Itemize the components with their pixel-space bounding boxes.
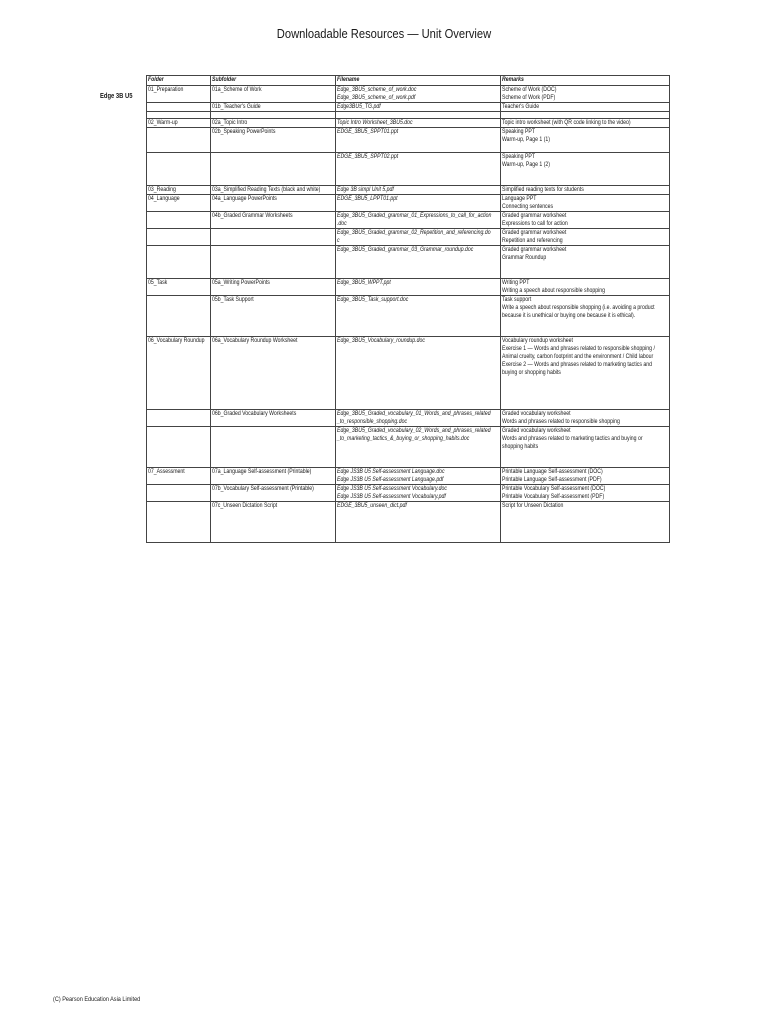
- filename-cell-line: [337, 459, 470, 467]
- document-title: Downloadable Resources — Unit Overview: [276, 26, 492, 41]
- remarks-cell-line: Script for Unseen Dictation: [502, 502, 564, 509]
- subfolder-cell-text: 02b_Speaking PowerPoints: [212, 128, 276, 135]
- filename-cell: [336, 427, 501, 468]
- folder-cell-text: [148, 153, 198, 161]
- remarks-cell-line: Task support: [502, 296, 532, 303]
- folder-cell-text: [148, 502, 198, 510]
- filename-cell-line: Edge_3BU5_scheme_of_work.pdf: [337, 94, 416, 101]
- filename-cell-line: [337, 136, 470, 144]
- remarks-cell: [501, 128, 670, 153]
- filename-cell: [336, 410, 501, 427]
- filename-cell-line: [337, 328, 470, 336]
- table-row: [147, 502, 670, 543]
- folder-cell: [147, 195, 211, 212]
- subfolder-cell-text: 03a_Simplified Reading Texts (black and white): [212, 186, 321, 193]
- remarks-cell: [501, 229, 670, 246]
- table-row: [147, 296, 670, 337]
- remarks-cell-line: [502, 262, 638, 270]
- remarks-cell-line: Graded vocabulary worksheet: [502, 427, 571, 434]
- subfolder-cell: [211, 410, 336, 427]
- subfolder-cell: [211, 468, 336, 485]
- folder-cell-text: [148, 128, 198, 136]
- remarks-cell: [501, 410, 670, 427]
- filename-cell-line: [337, 451, 470, 459]
- remarks-cell-line: [502, 377, 638, 385]
- remarks-cell-line: [502, 177, 638, 185]
- filename-cell-line: _to_responsible_shopping.doc: [337, 418, 408, 425]
- remarks-cell: [501, 119, 670, 128]
- remarks-cell-line: Speaking PPT: [502, 153, 536, 160]
- unit-label: Edge 3B U5: [100, 91, 133, 100]
- remarks-cell-line: Words and phrases related to marketing tactics and buying or: [502, 435, 643, 442]
- filename-cell-line: Edge_3BU5_WPPT.ppt: [337, 279, 391, 286]
- folder-cell: [147, 337, 211, 410]
- remarks-cell: [501, 468, 670, 485]
- header-filename: Filename: [336, 76, 501, 86]
- folder-cell-text: [148, 212, 198, 220]
- filename-cell: [336, 212, 501, 229]
- subfolder-cell: [211, 212, 336, 229]
- folder-cell-text: 04_Language: [148, 195, 180, 202]
- remarks-cell-line: shopping habits: [502, 443, 539, 450]
- remarks-cell: [501, 279, 670, 296]
- remarks-cell-line: [502, 518, 638, 526]
- remarks-cell-line: [502, 385, 638, 393]
- filename-cell-line: [337, 262, 470, 270]
- filename-cell: [336, 229, 501, 246]
- folder-cell-text: 02_Warm-up: [148, 119, 178, 126]
- remarks-cell-line: Vocabulary roundup worksheet: [502, 337, 573, 344]
- remarks-cell-line: [502, 526, 638, 534]
- remarks-cell: [501, 337, 670, 410]
- remarks-cell: [501, 153, 670, 186]
- filename-cell-line: EDGE_3BU5_SPPT02.ppt: [337, 153, 399, 160]
- filename-cell-line: [337, 270, 470, 278]
- remarks-cell-line: buying or shopping habits: [502, 369, 561, 376]
- filename-cell-line: [337, 361, 470, 369]
- remarks-cell: [501, 296, 670, 337]
- filename-cell-line: [337, 312, 470, 320]
- folder-cell: [147, 502, 211, 543]
- spacer-cell: [501, 112, 670, 119]
- remarks-cell-line: [502, 320, 638, 328]
- remarks-cell-line: Writing a speech about responsible shopping: [502, 287, 605, 294]
- filename-cell-line: [337, 443, 470, 451]
- table-row: [147, 119, 670, 128]
- table-row: [147, 195, 670, 212]
- folder-cell: [147, 468, 211, 485]
- table-row: [147, 468, 670, 485]
- filename-cell-line: EDGE_3BU5_LPPT01.ppt: [337, 195, 398, 202]
- folder-cell: [147, 119, 211, 128]
- subfolder-cell: [211, 485, 336, 502]
- filename-cell: [336, 296, 501, 337]
- folder-cell: [147, 410, 211, 427]
- spacer-cell: [147, 112, 211, 119]
- remarks-cell-line: Printable Language Self-assessment (DOC): [502, 468, 603, 475]
- table-row: [147, 246, 670, 279]
- subfolder-cell: [211, 153, 336, 186]
- subfolder-cell: [211, 119, 336, 128]
- filename-cell-line: Edge JS3B U5 Self-assessment Language.doc: [337, 468, 445, 475]
- header-subfolder: Subfolder: [211, 76, 336, 86]
- filename-cell: [336, 153, 501, 186]
- remarks-cell-line: Warm-up, Page 1 (2): [502, 161, 551, 168]
- subfolder-cell-text: 01a_Scheme of Work: [212, 86, 262, 93]
- remarks-cell-line: Repetition and referencing: [502, 237, 563, 244]
- filename-cell-line: [337, 518, 470, 526]
- filename-cell: [336, 195, 501, 212]
- filename-cell-line: Topic Intro Worksheet_3BU5.doc: [337, 119, 413, 126]
- remarks-cell-line: Graded vocabulary worksheet: [502, 410, 571, 417]
- filename-cell-line: _to_marketing_tactics_&_buying_or_shopping_habits.doc: [337, 435, 470, 442]
- filename-cell-line: [337, 377, 470, 385]
- remarks-cell-line: Words and phrases related to responsible shopping: [502, 418, 620, 425]
- subfolder-cell: [211, 296, 336, 337]
- filename-cell-line: [337, 169, 470, 177]
- filename-cell-line: [337, 526, 470, 534]
- folder-cell: [147, 246, 211, 279]
- folder-cell-text: 05_Task: [148, 279, 168, 286]
- remarks-cell-line: because it is unethical or buying one because it is ethical).: [502, 312, 636, 319]
- remarks-cell-line: Scheme of Work (PDF): [502, 94, 556, 101]
- spacer-cell: [336, 112, 501, 119]
- subfolder-cell-text: 02a_Topic Intro: [212, 119, 248, 126]
- remarks-cell-line: Animal cruelty, carbon footprint and the environment / Child labour: [502, 353, 654, 360]
- subfolder-cell: [211, 195, 336, 212]
- filename-cell-line: [337, 254, 470, 262]
- remarks-cell-line: Expressions to call for action: [502, 220, 568, 227]
- remarks-cell-line: Topic intro worksheet (with QR code linking to the video): [502, 119, 631, 126]
- remarks-cell-line: [502, 459, 638, 467]
- folder-cell-text: [148, 427, 198, 435]
- table-row: [147, 212, 670, 229]
- folder-cell: [147, 212, 211, 229]
- filename-cell-line: Edge_3BU5_Graded_vocabulary_01_Words_and_phrases_related: [337, 410, 491, 417]
- remarks-cell-line: [502, 401, 638, 409]
- filename-cell-line: Edge_3BU5_Task_support.doc: [337, 296, 409, 303]
- remarks-cell: [501, 212, 670, 229]
- folder-cell: [147, 186, 211, 195]
- folder-cell: [147, 86, 211, 103]
- folder-cell: [147, 485, 211, 502]
- filename-cell: [336, 119, 501, 128]
- subfolder-cell-text: 04a_Language PowerPoints: [212, 195, 277, 202]
- subfolder-cell-text: 06a_Vocabulary Roundup Worksheet: [212, 337, 298, 344]
- remarks-cell-line: Graded grammar worksheet: [502, 246, 567, 253]
- filename-cell-line: .doc: [337, 220, 347, 227]
- filename-cell: [336, 246, 501, 279]
- filename-cell: [336, 128, 501, 153]
- filename-cell-line: c: [337, 237, 340, 244]
- filename-cell-line: Edge_3BU5_Vocabulary_roundup.doc: [337, 337, 425, 344]
- subfolder-cell-text: 05b_Task Support: [212, 296, 254, 303]
- subfolder-cell-text: [212, 153, 312, 161]
- remarks-cell: [501, 86, 670, 103]
- subfolder-cell-text: 07c_Unseen Dictation Script: [212, 502, 278, 509]
- remarks-cell-line: Printable Vocabulary Self-assessment (DOC): [502, 485, 606, 492]
- remarks-cell-line: [502, 169, 638, 177]
- folder-cell-text: 03_Reading: [148, 186, 176, 193]
- filename-cell-line: Edge JS3B U5 Self-assessment Language.pdf: [337, 476, 444, 483]
- filename-cell-line: [337, 369, 470, 377]
- filename-cell-line: [337, 345, 470, 353]
- filename-cell-line: Edge_3BU5_Graded_grammar_01_Expressions_to_call_for_action: [337, 212, 492, 219]
- folder-cell-text: [148, 103, 198, 111]
- remarks-cell-line: [502, 451, 638, 459]
- remarks-cell-line: Write a speech about responsible shopping (i.e. avoiding a product: [502, 304, 655, 311]
- subfolder-cell-text: 01b_Teacher's Guide: [212, 103, 261, 110]
- header-folder: Folder: [147, 76, 211, 86]
- table-row: [147, 337, 670, 410]
- subfolder-cell-text: 07a_Language Self-assessment (Printable): [212, 468, 312, 475]
- filename-cell-line: [337, 353, 470, 361]
- filename-cell-line: Edge3BU5_TG.pdf: [337, 103, 381, 110]
- subfolder-cell: [211, 86, 336, 103]
- filename-cell-line: [337, 393, 470, 401]
- table-row: [147, 186, 670, 195]
- subfolder-cell-text: 05a_Writing PowerPoints: [212, 279, 270, 286]
- folder-cell: [147, 427, 211, 468]
- filename-cell: [336, 337, 501, 410]
- filename-cell-line: [337, 304, 470, 312]
- remarks-cell: [501, 186, 670, 195]
- filename-cell-line: EDGE_3BU5_SPPT01.ppt: [337, 128, 399, 135]
- remarks-cell-line: [502, 328, 638, 336]
- subfolder-cell: [211, 103, 336, 112]
- filename-cell-line: Edge 3B simpl Unit 5.pdf: [337, 186, 394, 193]
- filename-cell-line: [337, 385, 470, 393]
- subfolder-cell: [211, 279, 336, 296]
- remarks-cell: [501, 103, 670, 112]
- remarks-cell-line: Simplified reading texts for students: [502, 186, 584, 193]
- filename-cell-line: Edge_3BU5_Graded_grammar_03_Grammar_roundup.doc: [337, 246, 474, 253]
- filename-cell-line: [337, 144, 470, 152]
- remarks-cell: [501, 195, 670, 212]
- table-row: [147, 279, 670, 296]
- remarks-cell-line: Teacher's Guide: [502, 103, 540, 110]
- table-body: [147, 86, 670, 543]
- folder-cell-text: [148, 246, 198, 254]
- remarks-cell-line: Graded grammar worksheet: [502, 212, 567, 219]
- filename-cell-line: EDGE_3BU5_unseen_dict.pdf: [337, 502, 407, 509]
- filename-cell-line: [337, 161, 470, 169]
- remarks-cell-line: Exercise 1 — Words and phrases related to responsible shopping /: [502, 345, 655, 352]
- filename-cell-line: [337, 401, 470, 409]
- folder-cell-text: [148, 229, 198, 237]
- subfolder-cell: [211, 427, 336, 468]
- folder-cell: [147, 229, 211, 246]
- table-row: [147, 86, 670, 103]
- filename-cell-line: Edge JS3B U5 Self-assessment Vocabulary.pdf: [337, 493, 446, 500]
- folder-cell-text: [148, 485, 198, 493]
- subfolder-cell-text: 07b_Vocabulary Self-assessment (Printable): [212, 485, 314, 492]
- folder-cell: [147, 153, 211, 186]
- subfolder-cell-text: [212, 427, 312, 435]
- remarks-cell-line: Language PPT: [502, 195, 537, 202]
- remarks-cell: [501, 485, 670, 502]
- spacer-cell: [211, 112, 336, 119]
- folder-cell: [147, 128, 211, 153]
- filename-cell-line: [337, 320, 470, 328]
- remarks-cell: [501, 246, 670, 279]
- subfolder-cell: [211, 337, 336, 410]
- subfolder-cell-text: [212, 246, 312, 254]
- folder-cell-text: 01_Preparation: [148, 86, 184, 93]
- filename-cell-line: Edge_3BU5_scheme_of_work.doc: [337, 86, 417, 93]
- remarks-cell-line: [502, 144, 638, 152]
- table-row: [147, 427, 670, 468]
- table-row: [147, 410, 670, 427]
- remarks-cell-line: Exercise 2 — Words and phrases related to marketing tactics and: [502, 361, 653, 368]
- remarks-cell-line: [502, 534, 638, 542]
- remarks-cell-line: Graded grammar worksheet: [502, 229, 567, 236]
- filename-cell-line: [337, 287, 470, 295]
- remarks-cell-line: [502, 270, 638, 278]
- folder-cell: [147, 103, 211, 112]
- folder-cell: [147, 279, 211, 296]
- remarks-cell-line: Printable Language Self-assessment (PDF): [502, 476, 602, 483]
- subfolder-cell: [211, 186, 336, 195]
- remarks-cell: [501, 427, 670, 468]
- remarks-cell-line: Printable Vocabulary Self-assessment (PDF): [502, 493, 605, 500]
- subfolder-cell: [211, 246, 336, 279]
- remarks-cell-line: Scheme of Work (DOC): [502, 86, 557, 93]
- filename-cell-line: Edge_3BU5_Graded_grammar_02_Repetition_and_referencing.do: [337, 229, 491, 236]
- subfolder-cell: [211, 128, 336, 153]
- table-row: [147, 128, 670, 153]
- filename-cell: [336, 502, 501, 543]
- table-row: [147, 229, 670, 246]
- table-row: [147, 153, 670, 186]
- filename-cell-line: Edge_3BU5_Graded_vocabulary_02_Words_and_phrases_related: [337, 427, 491, 434]
- header-remarks: Remarks: [501, 76, 670, 86]
- table-row: [147, 103, 670, 112]
- subfolder-cell-text: [212, 229, 312, 237]
- folder-cell-text: [148, 410, 198, 418]
- filename-cell-line: [337, 203, 470, 211]
- filename-cell-line: [337, 534, 470, 542]
- remarks-cell-line: Connecting sentences: [502, 203, 554, 210]
- table-header-row: [147, 76, 670, 86]
- folder-cell: [147, 296, 211, 337]
- table-row: [147, 485, 670, 502]
- remarks-cell-line: [502, 393, 638, 401]
- filename-cell: [336, 86, 501, 103]
- subfolder-cell: [211, 502, 336, 543]
- filename-cell: [336, 279, 501, 296]
- folder-cell-text: 06_Vocabulary Roundup: [148, 337, 205, 344]
- filename-cell: [336, 485, 501, 502]
- filename-cell-line: Edge JS3B U5 Self-assessment Vocabulary.doc: [337, 485, 447, 492]
- filename-cell: [336, 186, 501, 195]
- remarks-cell-line: Grammar Roundup: [502, 254, 547, 261]
- filename-cell-line: [337, 510, 470, 518]
- copyright-footer: (C) Pearson Education Asia Limited: [53, 996, 141, 1003]
- table-spacer-row: [147, 112, 670, 119]
- folder-cell-text: [148, 296, 198, 304]
- resources-table: [146, 75, 670, 543]
- subfolder-cell-text: 04b_Graded Grammar Worksheets: [212, 212, 293, 219]
- remarks-cell-line: Speaking PPT: [502, 128, 536, 135]
- remarks-cell-line: Warm-up, Page 1 (1): [502, 136, 551, 143]
- remarks-cell-line: [502, 510, 638, 518]
- filename-cell: [336, 103, 501, 112]
- remarks-cell: [501, 502, 670, 543]
- filename-cell-line: [337, 177, 470, 185]
- remarks-cell-line: Writing PPT: [502, 279, 530, 286]
- subfolder-cell: [211, 229, 336, 246]
- subfolder-cell-text: 06b_Graded Vocabulary Worksheets: [212, 410, 297, 417]
- folder-cell-text: 07_Assessment: [148, 468, 185, 475]
- filename-cell: [336, 468, 501, 485]
